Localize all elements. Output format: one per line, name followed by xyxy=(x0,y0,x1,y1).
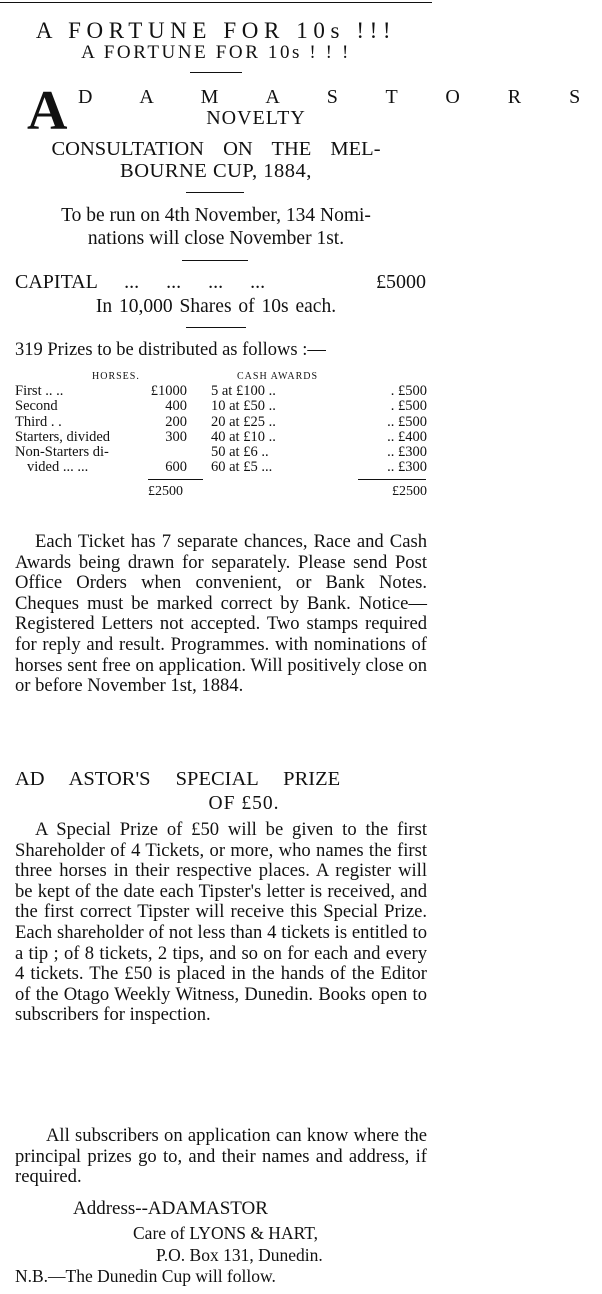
cash-award-total: .. £400 xyxy=(387,428,427,445)
cash-award: 20 at £25 .. xyxy=(211,413,276,430)
prize-row xyxy=(15,399,427,414)
cash-awards-header: CASH AWARDS xyxy=(237,371,319,382)
prize-row xyxy=(15,430,427,445)
title-line-1: D A M A S T O R S xyxy=(78,86,602,108)
divider xyxy=(182,260,248,261)
prize-row xyxy=(15,445,427,460)
ticket-paragraph-text: Each Ticket has 7 separate chances, Race and Cash Awards being drawn for separately. Please send Post Office Orders when convenient, or Bank Notes. Cheques must be marked correct by Bank. Notice—Registered Letters not accepted. Two stamps required for reply and result. Programmes. with nominations of horses sent free on application. Will positively close on or before November 1st, 1884. xyxy=(15,531,427,697)
divider xyxy=(186,192,244,193)
prize-row xyxy=(15,460,427,475)
headline-2: A FORTUNE FOR 10s ! ! ! xyxy=(81,42,351,63)
prize-rows xyxy=(15,384,427,476)
prize-row xyxy=(15,415,427,430)
subscribers-paragraph xyxy=(15,1126,427,1188)
capital-label: CAPITAL ... ... ... ... xyxy=(15,271,266,293)
prize-table xyxy=(15,370,427,506)
cash-award: 50 at £6 .. xyxy=(211,444,269,461)
prize-name: Starters, divided xyxy=(15,428,111,445)
horse-prize: £1000 xyxy=(150,383,187,399)
nb-line: N.B.—The Dunedin Cup will follow. xyxy=(15,1266,276,1286)
run-line-2: nations will close November 1st. xyxy=(87,228,345,249)
shares-line: In 10,000 Shares of 10s each. xyxy=(95,296,337,317)
horse-prize: 300 xyxy=(165,428,187,445)
subscribers-text: All subscribers on application can know where the principal prizes go to, and their names and address, if required. xyxy=(15,1125,427,1188)
title-line-3: CONSULTATION ON THE MEL- xyxy=(51,138,381,160)
run-line-1: To be run on 4th November, 134 Nomi- xyxy=(61,205,371,226)
address-line: Address--ADAMASTOR xyxy=(73,1198,268,1219)
horse-prize: 200 xyxy=(165,413,187,430)
cash-award: 10 at £50 .. xyxy=(211,398,276,415)
cash-award-total: . £500 xyxy=(390,398,427,415)
prizes-intro: 319 Prizes to be distributed as follows :— xyxy=(15,340,326,360)
horses-header: HORSES. xyxy=(92,371,140,382)
divider xyxy=(186,327,246,328)
cash-award: 40 at £10 .. xyxy=(211,428,276,445)
prize-name: Non-Starters di- xyxy=(15,444,109,461)
special-prize-paragraph xyxy=(15,820,427,1026)
cash-award: 60 at £5 ... xyxy=(211,459,273,476)
prize-name: Second xyxy=(15,398,58,415)
prize-name: Third . . xyxy=(15,413,62,430)
top-rule xyxy=(0,2,432,3)
horse-prize: 400 xyxy=(165,398,187,415)
headline-1: A FORTUNE FOR 10s !!! xyxy=(35,18,397,43)
prize-name: vided ... ... xyxy=(27,459,89,476)
special-prize-title-1: AD ASTOR'S SPECIAL PRIZE xyxy=(15,768,341,790)
cash-award-total: .. £300 xyxy=(387,444,427,461)
prize-totals xyxy=(15,484,427,506)
cash-award-total: .. £500 xyxy=(387,413,427,430)
special-prize-title-2: OF £50. xyxy=(208,793,280,814)
po-box-line: P.O. Box 131, Dunedin. xyxy=(156,1245,323,1265)
ticket-paragraph xyxy=(15,532,427,697)
cash-awards-total: £2500 xyxy=(392,483,427,499)
capital-amount: £5000 xyxy=(376,271,426,293)
title-line-4: BOURNE CUP, 1884, xyxy=(120,160,312,182)
horses-total: £2500 xyxy=(148,483,183,499)
title-initial: A xyxy=(27,80,68,142)
prize-table-header xyxy=(15,370,427,384)
cash-award: 5 at £100 .. xyxy=(211,383,276,399)
prize-row xyxy=(15,384,427,399)
cash-award-total: . £500 xyxy=(390,383,427,399)
care-of-line: Care of LYONS & HART, xyxy=(133,1223,318,1243)
divider xyxy=(190,72,242,73)
prize-name: First .. .. xyxy=(15,383,64,399)
cash-award-total: .. £300 xyxy=(387,459,427,476)
title-line-2: NOVELTY xyxy=(206,107,306,129)
special-prize-text: A Special Prize of £50 will be given to the first Shareholder of 4 Tickets, or more, who names the first three horses in their respective places. A register will be kept of the date each Tipster's letter is received, and the first correct Tipster will receive this Special Prize. Each shareholder of not less than 4 tickets is entitled to a tip ; of 8 tickets, 2 tips, and so on for each and every 4 tickets. The £50 is placed in the hands of the Editor of the Otago Weekly Witness, Dunedin. Books open to subscribers for inspection. xyxy=(15,819,427,1026)
horse-prize: 600 xyxy=(165,459,187,476)
